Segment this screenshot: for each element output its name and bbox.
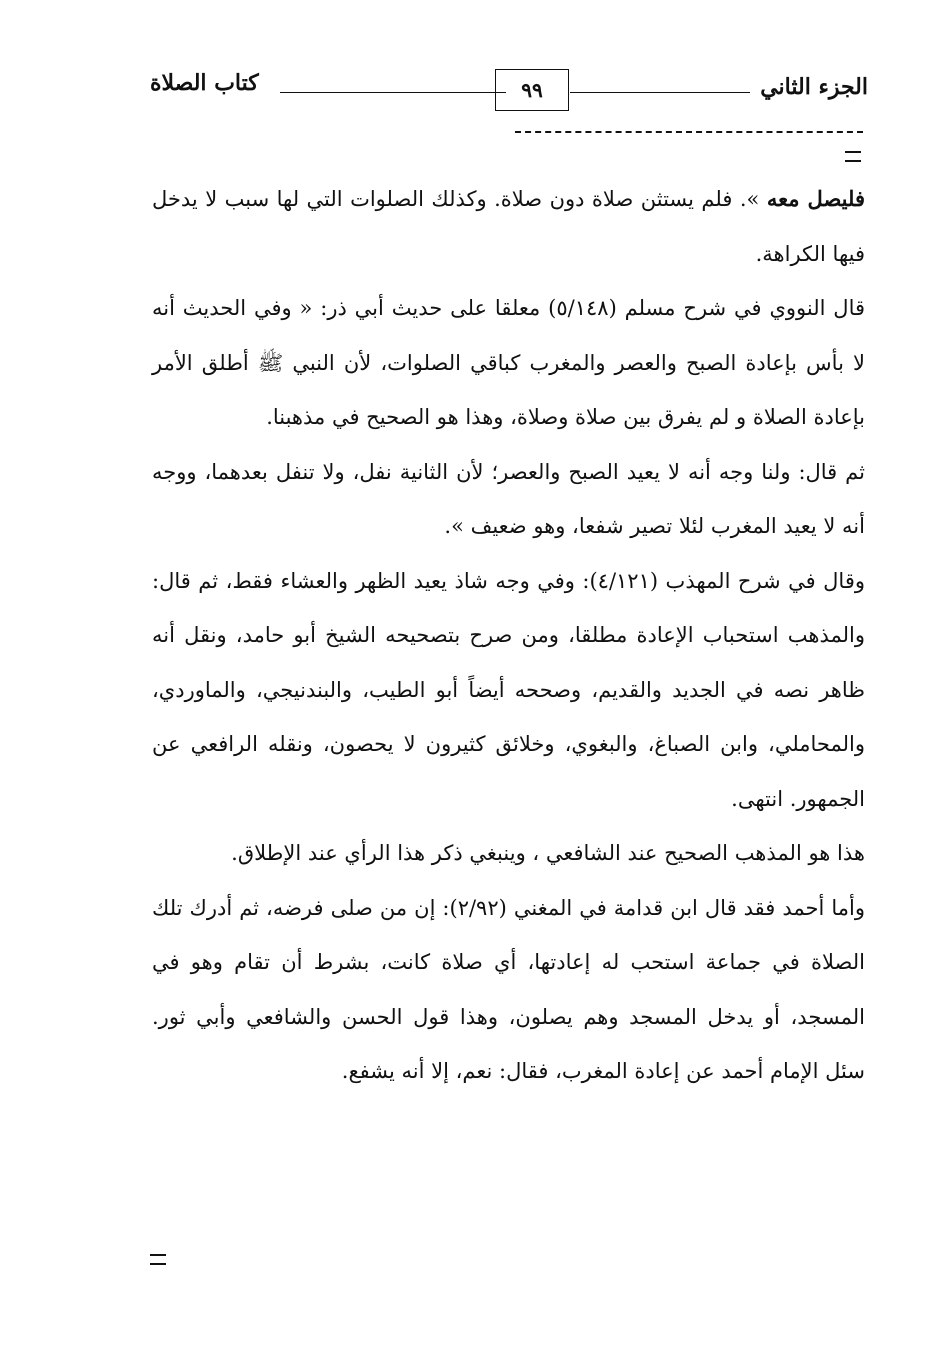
bold-phrase: فليصل معه [766, 186, 865, 211]
paragraph-3: ثم قال: ولنا وجه أنه لا يعيد الصبح والعصر؛ لأن الثانية نفل، ولا تنفل بعدهما، ووجه أنه لا يعيد المغرب لئلا تصير شفعا، وهو ضعيف ». [152, 459, 865, 538]
paragraph-5: هذا هو المذهب الصحيح عند الشافعي ، وينبغي ذكر هذا الرأي عند الإطلاق. [231, 841, 865, 865]
page-number: ٩٩ [495, 69, 569, 111]
paragraph-6: وأما أحمد فقد قال ابن قدامة في المغني (٢/٩٢): إن من صلى فرضه، ثم أدرك تلك الصلاة في جماعة استحب له إعادتها، أي صلاة كانت، بشرط أن تقام وهو في المسجد، أو يدخل المسجد وهم يصلون، وهذا قول الحسن والشافعي وأبي ثور. سئل الإمام أحمد عن إعادة المغرب، فقال: نعم، إلا أنه يشفع. [152, 895, 865, 1083]
bottom-double-rule [150, 1254, 166, 1265]
paragraph-1-text: ». فلم يستثن صلاة دون صلاة. وكذلك الصلوات التي لها سبب لا يدخل فيها الكراهة. [152, 187, 865, 266]
top-double-rule [845, 151, 861, 162]
paragraph-2: قال النووي في شرح مسلم (٥/١٤٨) معلقا على حديث أبي ذر: « وفي الحديث أنه لا بأس بإعادة الصبح والعصر والمغرب كباقي الصلوات، لأن النبي ﷺ أطلق الأمر بإعادة الصلاة و لم يفرق بين صلاة وصلاة، وهذا هو الصحيح في مذهبنا. [152, 296, 866, 429]
running-header [150, 62, 868, 122]
header-rule-left [280, 92, 506, 93]
page-body [152, 172, 865, 1099]
header-rule-right [570, 92, 750, 93]
paragraph-1 [152, 172, 865, 281]
paragraph-4: وقال في شرح المهذب (٤/١٢١): وفي وجه شاذ يعيد الظهر والعشاء فقط، ثم قال: والمذهب استحباب الإعادة مطلقا، ومن صرح بتصحيحه الشيخ أبو حامد، ونقل أنه ظاهر نصه في الجديد والقديم، وصححه أيضاً أبو الطيب، والبندنيجي، والماوردي، والمحاملي، وابن الصباغ، والبغوي، وخلائق كثيرون لا يحصون، ونقله الرافعي عن الجمهور. انتهى. [152, 568, 866, 811]
dashed-separator [515, 131, 863, 133]
part-title: الجزء الثاني [760, 74, 868, 100]
book-title: كتاب الصلاة [150, 70, 259, 96]
